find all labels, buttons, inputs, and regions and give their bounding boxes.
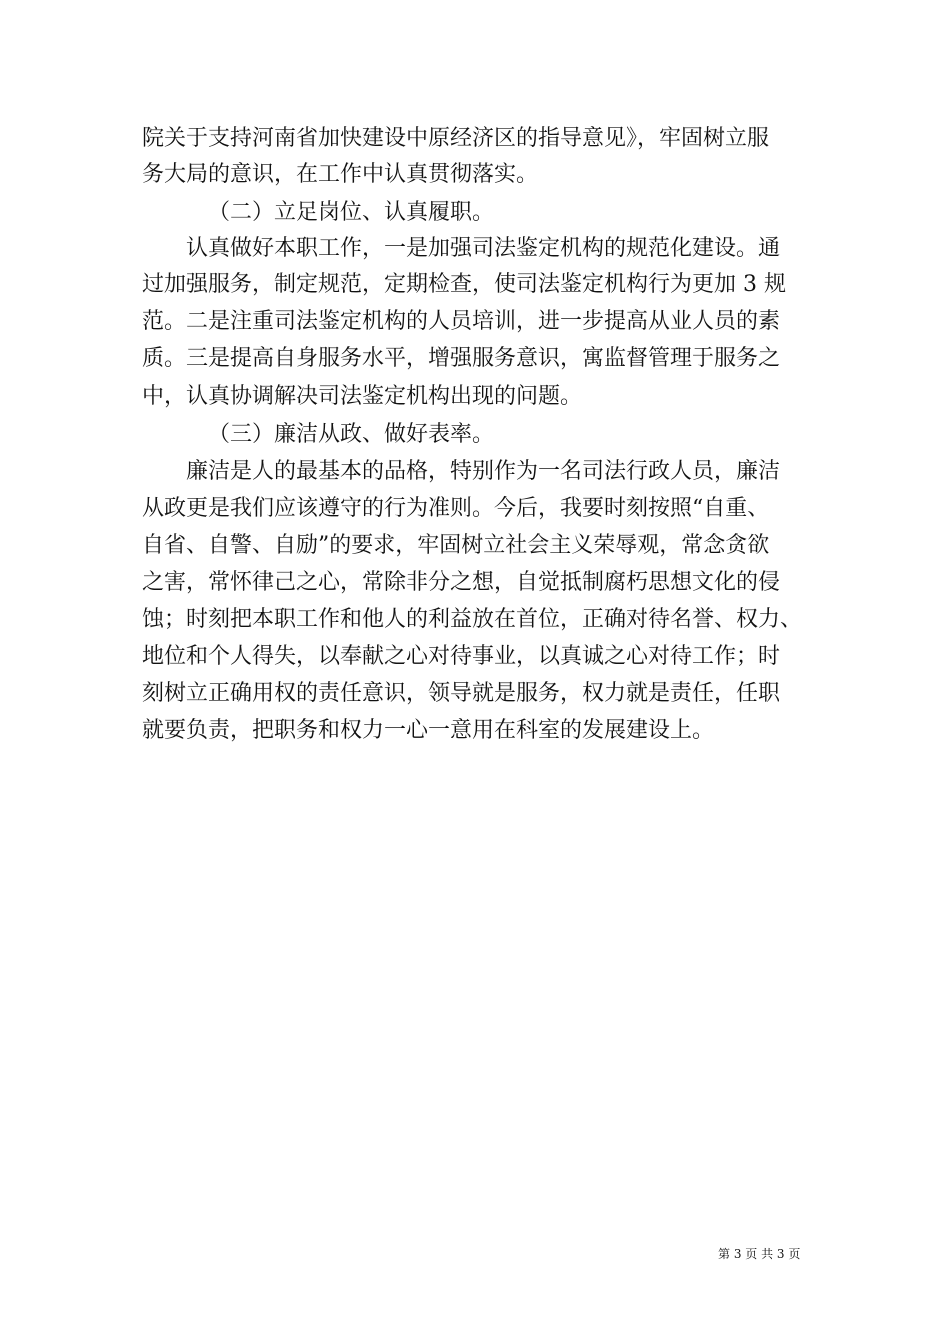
paragraph-line: 范。二是注重司法鉴定机构的人员培训，进一步提高从业人员的素 (142, 309, 781, 334)
paragraph-line: 蚀；时刻把本职工作和他人的利益放在首位，正确对待名誉、权力、 (142, 607, 803, 632)
paragraph-line: 刻树立正确用权的责任意识，领导就是服务，权力就是责任，任职 (142, 681, 781, 706)
paragraph-line: 院关于支持河南省加快建设中原经济区的指导意见》，牢固树立服 (142, 126, 770, 151)
paragraph-line: 过加强服务，制定规范，定期检查，使司法鉴定机构行为更加 3 规 (142, 272, 786, 297)
section-heading: （三）廉洁从政、做好表率。 (208, 422, 495, 447)
paragraph-line: 务大局的意识，在工作中认真贯彻落实。 (142, 162, 539, 187)
paragraph-line: 就要负责，把职务和权力一心一意用在科室的发展建设上。 (142, 718, 715, 743)
paragraph-line: 自省、自警、自励”的要求，牢固树立社会主义荣辱观，常念贪欲 (142, 533, 770, 558)
paragraph-line: 质。三是提高自身服务水平，增强服务意识，寓监督管理于服务之 (142, 346, 781, 371)
page-number-footer: 第 3 页 共 3 页 (718, 1247, 801, 1261)
paragraph-line: 廉洁是人的最基本的品格，特别作为一名司法行政人员，廉洁 (186, 459, 781, 484)
section-heading: （二）立足岗位、认真履职。 (208, 200, 495, 225)
paragraph-line: 认真做好本职工作，一是加强司法鉴定机构的规范化建设。通 (186, 236, 781, 261)
paragraph-line: 从政更是我们应该遵守的行为准则。今后，我要时刻按照“自重、 (142, 496, 770, 521)
paragraph-line: 中，认真协调解决司法鉴定机构出现的问题。 (142, 384, 583, 409)
paragraph-line: 地位和个人得失，以奉献之心对待事业，以真诚之心对待工作；时 (142, 644, 781, 669)
paragraph-line: 之害，常怀律己之心，常除非分之想，自觉抵制腐朽思想文化的侵 (142, 570, 781, 595)
